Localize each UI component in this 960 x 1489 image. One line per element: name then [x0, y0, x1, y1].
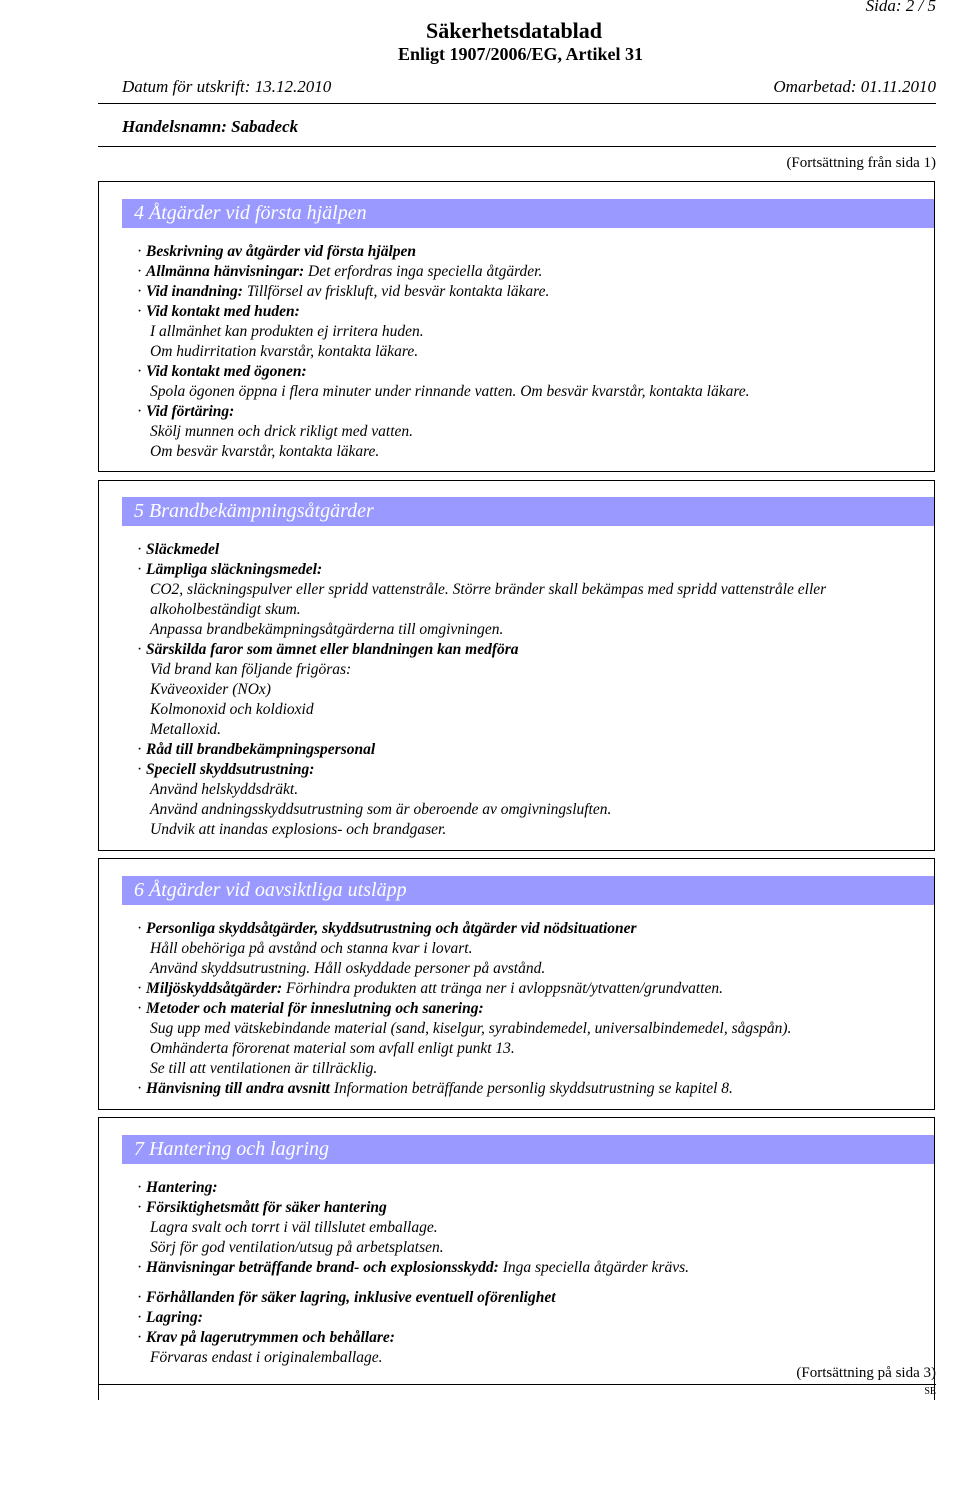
s5-line-3: CO2, släckningspulver eller spridd vattenstråle. Större bränder skall bekämpas med spridd vattenstråle eller — [150, 581, 827, 598]
s7-line-6: · Förhållanden för säker lagring, inklusive eventuell oförenlighet — [137, 1289, 556, 1306]
s7-line-4: Sörj för god ventilation/utsug på arbetsplatsen. — [150, 1239, 444, 1256]
s7-line-9: Förvaras endast i originalemballage. — [150, 1349, 383, 1366]
s4-line-8: Spola ögonen öppna i flera minuter under rinnande vatten. Om besvär kvarstår, kontakta läkare. — [150, 383, 750, 400]
s4-line-4: · Vid kontakt med huden: — [137, 303, 300, 320]
section-7-title: 7 Hantering och lagring — [122, 1135, 934, 1164]
s6-line-4: · Miljöskyddsåtgärder: Förhindra produkten att tränga ner i avloppsnät/ytvatten/grundvatten. — [137, 980, 723, 997]
s5-line-10: Metalloxid. — [150, 721, 222, 738]
footer-divider — [98, 1384, 936, 1385]
s7-line-5: · Hänvisningar beträffande brand- och explosionsskydd: Inga speciella åtgärder krävs. — [137, 1259, 689, 1276]
s6-line-3: Använd skyddsutrustning. Håll oskyddade personer på avstånd. — [150, 960, 546, 977]
s5-line-5: Anpassa brandbekämpningsåtgärderna till omgivningen. — [150, 621, 504, 638]
revised-date: Omarbetad: 01.11.2010 — [773, 77, 936, 96]
s5-line-2: · Lämpliga släckningsmedel: — [137, 561, 323, 578]
s5-line-9: Kolmonoxid och koldioxid — [150, 701, 314, 718]
language-code: SE — [924, 1386, 936, 1397]
s5-line-8: Kväveoxider (NOx) — [150, 681, 271, 698]
s7-line-3: Lagra svalt och torrt i väl tillslutet emballage. — [150, 1219, 438, 1236]
s5-line-1: · Släckmedel — [137, 541, 220, 558]
s4-line-11: Om besvär kvarstår, kontakta läkare. — [150, 443, 380, 460]
s5-line-12: · Speciell skyddsutrustning: — [137, 761, 315, 778]
s5-line-15: Undvik att inandas explosions- och brandgaser. — [150, 821, 447, 838]
s6-line-5: · Metoder och material för inneslutning och sanering: — [137, 1000, 484, 1017]
continued-from: (Fortsättning från sida 1) — [786, 155, 936, 171]
s4-line-1: · Beskrivning av åtgärder vid första hjälpen — [137, 243, 417, 260]
print-date: Datum för utskrift: 13.12.2010 — [122, 77, 332, 96]
s6-line-9: · Hänvisning till andra avsnitt Information beträffande personlig skyddsutrustning se kapitel 8. — [137, 1080, 733, 1097]
s4-line-3: · Vid inandning: Tillförsel av friskluft, vid besvär kontakta läkare. — [137, 283, 550, 300]
section-4-title: 4 Åtgärder vid första hjälpen — [122, 199, 934, 228]
s5-line-13: Använd helskyddsdräkt. — [150, 781, 299, 798]
s4-line-7: · Vid kontakt med ögonen: — [137, 363, 307, 380]
continued-to: (Fortsättning på sida 3) — [796, 1365, 936, 1381]
s6-line-7: Omhänderta förorenat material som avfall enligt punkt 13. — [150, 1040, 515, 1057]
s5-line-4: alkoholbeständigt skum. — [150, 601, 301, 618]
trade-name: Handelsnamn: Sabadeck — [122, 117, 299, 136]
s5-line-14: Använd andningsskyddsutrustning som är oberoende av omgivningsluften. — [150, 801, 612, 818]
s7-line-2: · Försiktighetsmått för säker hantering — [137, 1199, 387, 1216]
s6-line-2: Håll obehöriga på avstånd och stanna kvar i lovart. — [150, 940, 473, 957]
header-divider-2 — [98, 146, 936, 147]
document-title: Säkerhetsdatablad — [426, 18, 603, 43]
section-5-title: 5 Brandbekämpningsåtgärder — [122, 497, 934, 526]
s4-line-2: · Allmänna hänvisningar: Det erfordras inga speciella åtgärder. — [137, 263, 543, 280]
s5-line-6: · Särskilda faror som ämnet eller blandningen kan medföra — [137, 641, 519, 658]
page-number: Sida: 2 / 5 — [865, 0, 936, 15]
header-divider — [98, 103, 936, 104]
s7-line-8: · Krav på lagerutrymmen och behållare: — [137, 1329, 395, 1346]
s4-line-9: · Vid förtäring: — [137, 403, 235, 420]
s6-line-1: · Personliga skyddsåtgärder, skyddsutrustning och åtgärder vid nödsituationer — [137, 920, 637, 937]
s4-line-10: Skölj munnen och drick rikligt med vatten. — [150, 423, 414, 440]
s7-line-1: · Hantering: — [137, 1179, 218, 1196]
s4-line-6: Om hudirritation kvarstår, kontakta läkare. — [150, 343, 419, 360]
document-subtitle: Enligt 1907/2006/EG, Artikel 31 — [398, 44, 644, 64]
section-6-title: 6 Åtgärder vid oavsiktliga utsläpp — [122, 876, 934, 905]
s6-line-8: Se till att ventilationen är tillräcklig. — [150, 1060, 378, 1077]
s4-line-5: I allmänhet kan produkten ej irritera huden. — [150, 323, 424, 340]
s5-line-11: · Råd till brandbekämpningspersonal — [137, 741, 376, 758]
s5-line-7: Vid brand kan följande frigöras: — [150, 661, 352, 678]
s6-line-6: Sug upp med vätskebindande material (sand, kiselgur, syrabindemedel, universalbindemedel, sågspån). — [150, 1020, 792, 1037]
s7-line-7: · Lagring: — [137, 1309, 203, 1326]
